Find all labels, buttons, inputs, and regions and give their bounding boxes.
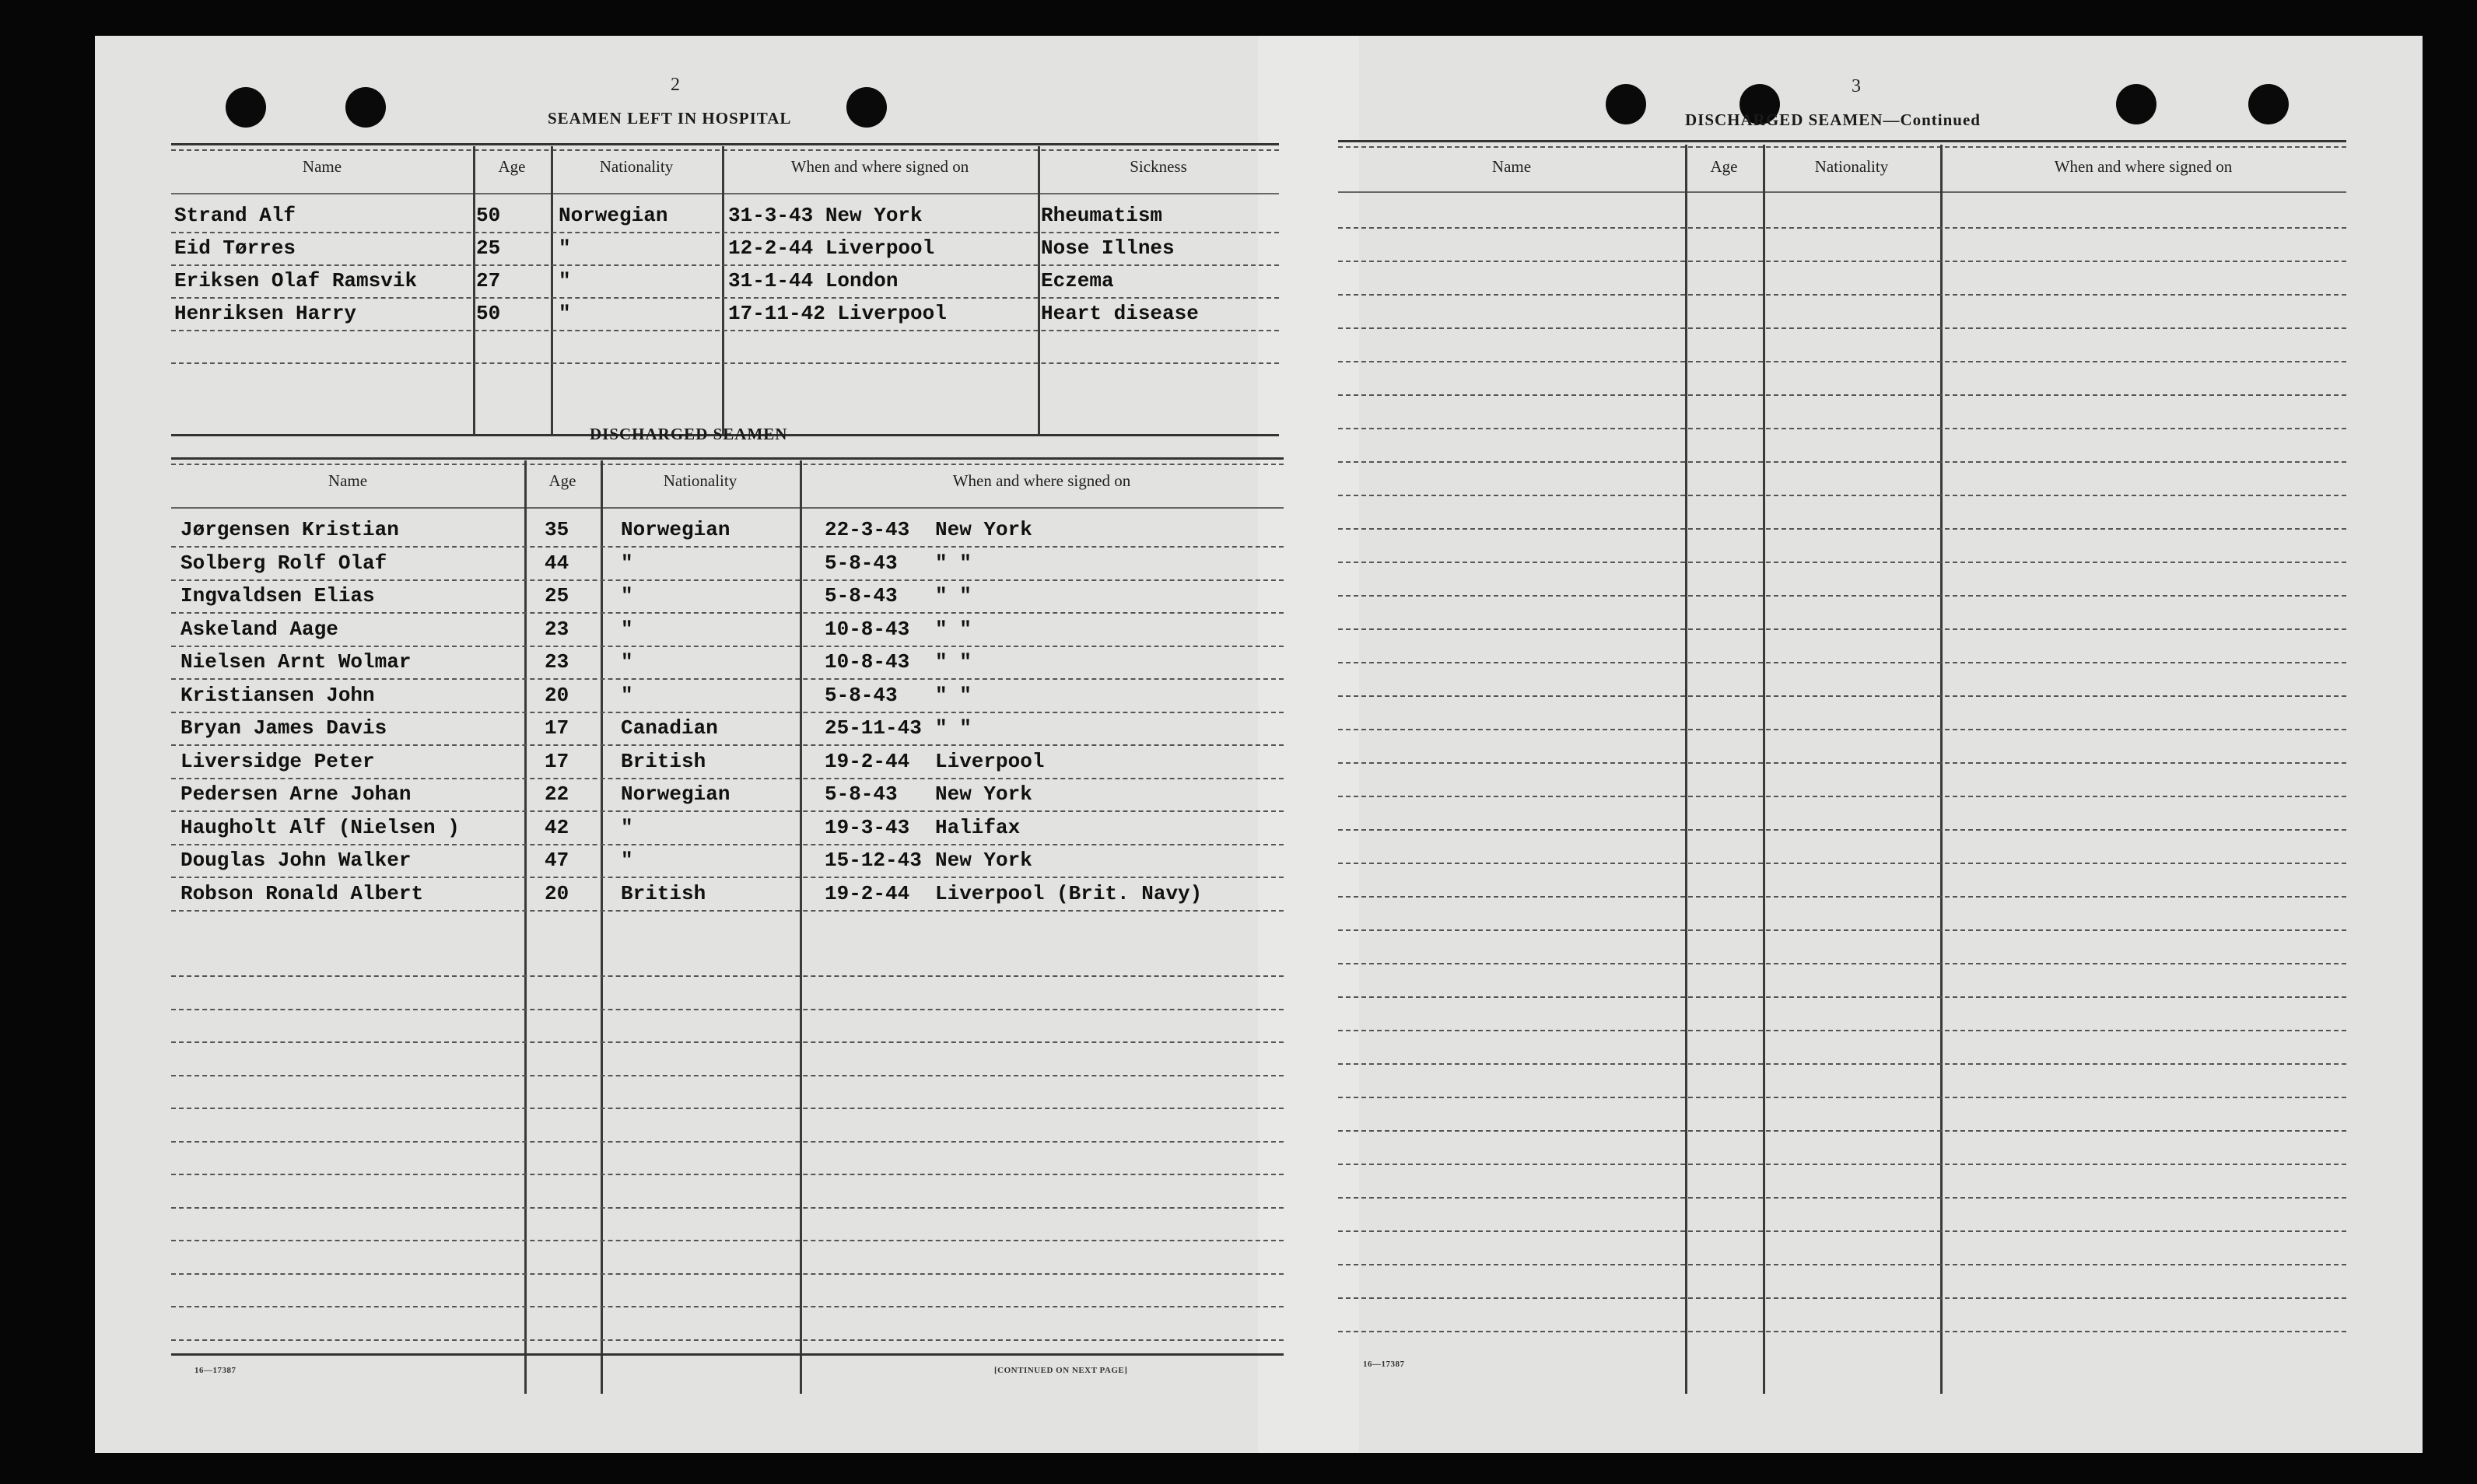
hospital-cell: Henriksen Harry (174, 302, 357, 325)
discharged-cell: " (621, 683, 633, 707)
hospital-header-age: Age (498, 157, 526, 176)
discharged-cell: 10-8-43 (825, 617, 910, 641)
discharged-cell: 19-2-44 (825, 749, 910, 773)
right-blank-rule (1338, 562, 2346, 563)
hospital-cell: 25 (476, 236, 501, 260)
hospital-cell: Eczema (1041, 269, 1114, 292)
discharged-cell: " (621, 551, 633, 575)
right-header-signed-on: When and where signed on (2054, 157, 2233, 176)
punch-hole (345, 87, 386, 128)
discharged-blank-rule (171, 1339, 1284, 1341)
hospital-cell: 50 (476, 302, 501, 325)
hospital-cell: 31-3-43 New York (728, 204, 923, 227)
discharged-row-rule (171, 612, 1284, 614)
discharged-cell: Solberg Rolf Olaf (180, 551, 387, 575)
hospital-cell: 50 (476, 204, 501, 227)
discharged-cell: Jørgensen Kristian (180, 518, 399, 541)
discharged-row-rule (171, 744, 1284, 746)
discharged-header-name: Name (328, 471, 368, 490)
discharged-table-top-rule-2 (171, 464, 1284, 465)
discharged-cell: Liverpool (Brit. Navy) (935, 881, 1203, 905)
discharged-header-signed-on: When and where signed on (952, 471, 1131, 490)
discharged-cell: " " (935, 650, 972, 674)
discharged-cell: " " (935, 551, 972, 575)
hospital-cell: Rheumatism (1041, 204, 1163, 227)
discharged-cell: New York (935, 849, 1032, 872)
right-blank-rule (1338, 695, 2346, 697)
discharged-cell: " (621, 849, 633, 872)
discharged-blank-rule (171, 1207, 1284, 1209)
right-blank-rule (1338, 829, 2346, 831)
discharged-cell: Norwegian (621, 518, 730, 541)
right-table-top-rule-2 (1338, 146, 2346, 148)
discharged-row-rule (171, 910, 1284, 912)
right-blank-rule (1338, 394, 2346, 396)
right-blank-rule (1338, 495, 2346, 496)
discharged-row-rule (171, 778, 1284, 779)
discharged-cell: New York (935, 518, 1032, 541)
hospital-col-divider (473, 146, 475, 434)
right-header-name: Name (1491, 157, 1532, 176)
right-col-divider (1685, 145, 1687, 1394)
discharged-blank-rule (171, 1075, 1284, 1076)
discharged-row-rule (171, 877, 1284, 878)
discharged-cell: " " (935, 617, 972, 641)
hospital-row-rule (171, 330, 1279, 331)
discharged-cell: " (621, 815, 633, 839)
discharged-col-divider (524, 460, 527, 1394)
discharged-row-rule (171, 678, 1284, 680)
hospital-cell: " (559, 269, 571, 292)
right-footer-form-number: 16—17387 (1363, 1360, 1405, 1369)
right-blank-rule (1338, 327, 2346, 329)
right-header-age: Age (1710, 157, 1738, 176)
discharged-cell: 17 (545, 716, 569, 740)
discharged-cell: 47 (545, 849, 569, 872)
discharged-row-rule (171, 646, 1284, 647)
hospital-col-divider (722, 146, 724, 434)
hospital-cell: Nose Illnes (1041, 236, 1175, 260)
discharged-cell: 20 (545, 683, 569, 707)
discharged-cell: British (621, 749, 706, 773)
right-blank-rule (1338, 896, 2346, 898)
discharged-cell: Nielsen Arnt Wolmar (180, 650, 412, 674)
discharged-cell: 5-8-43 (825, 584, 898, 607)
punch-hole (1606, 84, 1646, 124)
hospital-col-divider (551, 146, 553, 434)
discharged-cell: Liverpool (935, 749, 1045, 773)
right-blank-rule (1338, 528, 2346, 530)
right-blank-rule (1338, 996, 2346, 998)
discharged-cell: Bryan James Davis (180, 716, 387, 740)
right-blank-rule (1338, 628, 2346, 630)
discharged-cell: Liversidge Peter (180, 749, 375, 773)
right-header-rule (1338, 191, 2346, 193)
discharged-row-rule (171, 810, 1284, 812)
discharged-cell: Ingvaldsen Elias (180, 584, 375, 607)
discharged-cell: 22 (545, 782, 569, 806)
right-blank-rule (1338, 1164, 2346, 1165)
discharged-cell: 10-8-43 (825, 650, 910, 674)
right-blank-rule (1338, 762, 2346, 764)
right-blank-rule (1338, 227, 2346, 229)
discharged-row-rule (171, 712, 1284, 713)
hospital-section-title: SEAMEN LEFT IN HOSPITAL (548, 109, 792, 128)
discharged-row-rule (171, 546, 1284, 548)
right-blank-rule (1338, 1331, 2346, 1332)
right-col-divider (1763, 145, 1765, 1394)
discharged-cell: " (621, 617, 633, 641)
discharged-cell: Douglas John Walker (180, 849, 412, 872)
right-blank-rule (1338, 1230, 2346, 1232)
discharged-cell: " " (935, 716, 972, 740)
right-blank-rule (1338, 1197, 2346, 1199)
right-blank-rule (1338, 963, 2346, 964)
right-blank-rule (1338, 929, 2346, 931)
discharged-cell: 25 (545, 584, 569, 607)
discharged-cell: Halifax (935, 815, 1021, 839)
discharged-cell: Canadian (621, 716, 718, 740)
hospital-header-nationality: Nationality (599, 157, 674, 176)
left-page-number: 2 (671, 75, 680, 95)
hospital-col-divider (1038, 146, 1040, 434)
right-blank-rule (1338, 261, 2346, 262)
discharged-cell: 5-8-43 (825, 551, 898, 575)
hospital-row-rule (171, 264, 1279, 266)
discharged-cell: Pedersen Arne Johan (180, 782, 412, 806)
left-footer-form-number: 16—17387 (194, 1366, 236, 1375)
discharged-cell: 25-11-43 (825, 716, 922, 740)
discharged-cell: Norwegian (621, 782, 730, 806)
right-blank-rule (1338, 1063, 2346, 1065)
continued-section-title: DISCHARGED SEAMEN—Continued (1685, 110, 1981, 129)
right-blank-rule (1338, 461, 2346, 463)
punch-hole (226, 87, 266, 128)
discharged-cell: 44 (545, 551, 569, 575)
hospital-cell: 31-1-44 London (728, 269, 899, 292)
discharged-blank-rule (171, 1009, 1284, 1010)
discharged-section-title: DISCHARGED SEAMEN (590, 425, 788, 443)
right-blank-rule (1338, 863, 2346, 864)
discharged-cell: 42 (545, 815, 569, 839)
right-blank-rule (1338, 1264, 2346, 1265)
discharged-blank-rule (171, 1273, 1284, 1275)
right-blank-rule (1338, 1097, 2346, 1098)
punch-hole (846, 87, 887, 128)
right-table-top-rule (1338, 140, 2346, 142)
hospital-cell: Eid Tørres (174, 236, 296, 260)
hospital-table-top-rule (171, 143, 1279, 145)
discharged-cell: 17 (545, 749, 569, 773)
right-blank-rule (1338, 662, 2346, 663)
discharged-cell: Haugholt Alf (Nielsen ) (180, 815, 460, 839)
hospital-cell: 17-11-42 Liverpool (728, 302, 947, 325)
right-blank-rule (1338, 294, 2346, 296)
right-blank-rule (1338, 595, 2346, 597)
hospital-cell: 27 (476, 269, 501, 292)
discharged-cell: 5-8-43 (825, 683, 898, 707)
right-blank-rule (1338, 729, 2346, 730)
discharged-header-nationality: Nationality (663, 471, 737, 490)
discharged-row-rule (171, 844, 1284, 845)
discharged-cell: " " (935, 584, 972, 607)
discharged-blank-rule (171, 975, 1284, 977)
discharged-cell: 5-8-43 (825, 782, 898, 806)
punch-hole (2116, 84, 2156, 124)
discharged-cell: 20 (545, 881, 569, 905)
right-header-nationality: Nationality (1814, 157, 1889, 176)
left-footer-continued: [CONTINUED ON NEXT PAGE] (994, 1366, 1128, 1375)
hospital-cell: Heart disease (1041, 302, 1199, 325)
hospital-header-rule (171, 193, 1279, 194)
hospital-row-rule (171, 362, 1279, 364)
hospital-cell: Norwegian (559, 204, 668, 227)
discharged-blank-rule (171, 1240, 1284, 1241)
discharged-col-divider (601, 460, 603, 1394)
right-blank-rule (1338, 1297, 2346, 1299)
hospital-row-rule (171, 232, 1279, 233)
discharged-cell: Robson Ronald Albert (180, 881, 424, 905)
discharged-cell: British (621, 881, 706, 905)
punch-hole (2248, 84, 2289, 124)
hospital-cell: " (559, 236, 571, 260)
discharged-blank-rule (171, 1041, 1284, 1043)
hospital-header-name: Name (302, 157, 342, 176)
hospital-row-rule (171, 297, 1279, 299)
discharged-blank-rule (171, 1306, 1284, 1307)
discharged-cell: Kristiansen John (180, 683, 375, 707)
discharged-col-divider (800, 460, 802, 1394)
hospital-cell: Strand Alf (174, 204, 296, 227)
discharged-blank-rule (171, 1141, 1284, 1143)
right-blank-rule (1338, 428, 2346, 429)
discharged-cell: 19-3-43 (825, 815, 910, 839)
right-blank-rule (1338, 796, 2346, 797)
hospital-table-top-rule-2 (171, 149, 1279, 151)
discharged-cell: Askeland Aage (180, 617, 338, 641)
discharged-cell: 19-2-44 (825, 881, 910, 905)
discharged-cell: 23 (545, 650, 569, 674)
hospital-header-sickness: Sickness (1130, 157, 1187, 176)
right-col-divider (1940, 145, 1943, 1394)
discharged-table-bottom-rule (171, 1353, 1284, 1356)
right-blank-rule (1338, 1130, 2346, 1132)
discharged-cell: 22-3-43 (825, 518, 910, 541)
right-blank-rule (1338, 1030, 2346, 1031)
discharged-cell: " " (935, 683, 972, 707)
document-sheet (95, 36, 2423, 1453)
hospital-cell: " (559, 302, 571, 325)
discharged-cell: 23 (545, 617, 569, 641)
right-blank-rule (1338, 361, 2346, 362)
discharged-cell: " (621, 650, 633, 674)
hospital-header-signed-on: When and where signed on (790, 157, 969, 176)
discharged-row-rule (171, 579, 1284, 581)
discharged-cell: 35 (545, 518, 569, 541)
discharged-header-rule (171, 507, 1284, 509)
discharged-cell: " (621, 584, 633, 607)
hospital-cell: Eriksen Olaf Ramsvik (174, 269, 418, 292)
right-page-number: 3 (1852, 76, 1861, 96)
hospital-cell: 12-2-44 Liverpool (728, 236, 935, 260)
discharged-cell: New York (935, 782, 1032, 806)
discharged-header-age: Age (548, 471, 576, 490)
discharged-cell: 15-12-43 (825, 849, 922, 872)
discharged-blank-rule (171, 1108, 1284, 1109)
discharged-table-top-rule (171, 457, 1284, 460)
discharged-blank-rule (171, 1174, 1284, 1175)
